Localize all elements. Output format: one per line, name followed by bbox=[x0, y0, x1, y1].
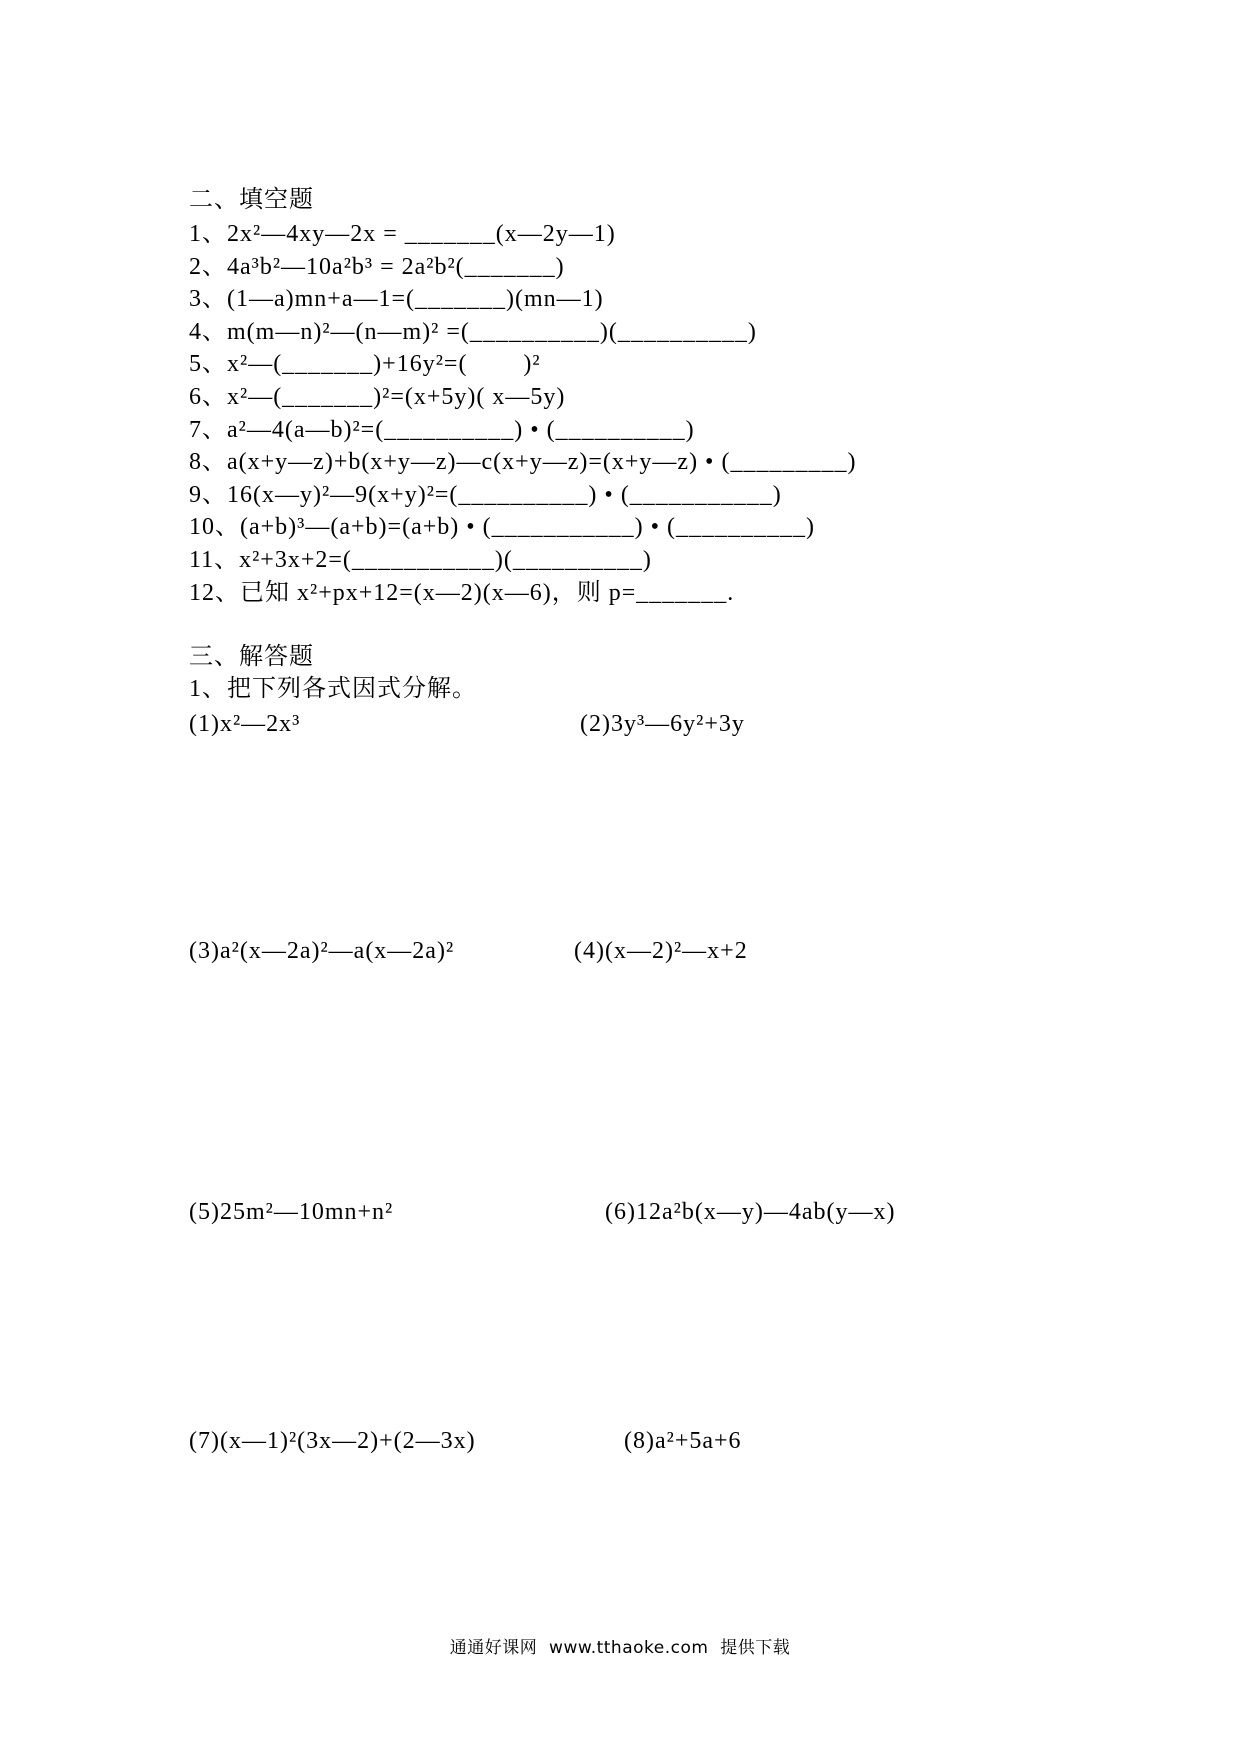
solve-instruction: 1、把下列各式因式分解。 bbox=[189, 676, 477, 702]
problem-7: (7)(x—1)²(3x—2)+(2—3x) bbox=[189, 1428, 476, 1454]
fill-in-section-title: 二、填空题 bbox=[189, 187, 314, 213]
fill-in-item-9: 9、16(x—y)²—9(x+y)²=(__________) • (___________) bbox=[189, 481, 782, 508]
fill-in-item-2: 2、4a³b²—10a²b³ = 2a²b²(_______) bbox=[189, 253, 565, 280]
problem-3: (3)a²(x—2a)²—a(x—2a)² bbox=[189, 938, 455, 964]
fill-in-item-1: 1、2x²—4xy—2x = _______(x—2y—1) bbox=[189, 221, 616, 247]
problem-2: (2)3y³—6y²+3y bbox=[580, 711, 745, 737]
fill-in-item-10: 10、(a+b)³—(a+b)=(a+b) • (___________) • (__________) bbox=[189, 514, 816, 541]
fill-in-item-5: 5、x²—(_______)+16y²=( )² bbox=[189, 351, 541, 378]
fill-in-item-7: 7、a²—4(a—b)²=(__________) • (__________) bbox=[189, 416, 695, 443]
problem-5: (5)25m²—10mn+n² bbox=[189, 1199, 394, 1225]
fill-in-item-12: 12、已知 x²+px+12=(x—2)(x—6)，则 p=_______. bbox=[189, 579, 735, 606]
fill-in-item-11: 11、x²+3x+2=(___________)(__________) bbox=[189, 547, 652, 573]
fill-in-item-3: 3、(1—a)mn+a—1=(_______)(mn—1) bbox=[189, 286, 604, 313]
problem-8: (8)a²+5a+6 bbox=[624, 1428, 742, 1454]
problem-6: (6)12a²b(x—y)—4ab(y—x) bbox=[605, 1199, 896, 1225]
footer-text: 通通好课网 www.tthaoke.com 提供下载 bbox=[449, 1638, 791, 1658]
fill-in-item-4: 4、m(m—n)²—(n—m)² =(__________)(__________) bbox=[189, 318, 757, 345]
fill-in-item-6: 6、x²—(_______)²=(x+5y)( x—5y) bbox=[189, 384, 566, 410]
problem-1: (1)x²—2x³ bbox=[189, 711, 301, 737]
problem-4: (4)(x—2)²—x+2 bbox=[574, 938, 748, 964]
solve-section-title: 三、解答题 bbox=[189, 644, 314, 670]
fill-in-item-8: 8、a(x+y—z)+b(x+y—z)—c(x+y—z)=(x+y—z) • (_________) bbox=[189, 449, 857, 476]
